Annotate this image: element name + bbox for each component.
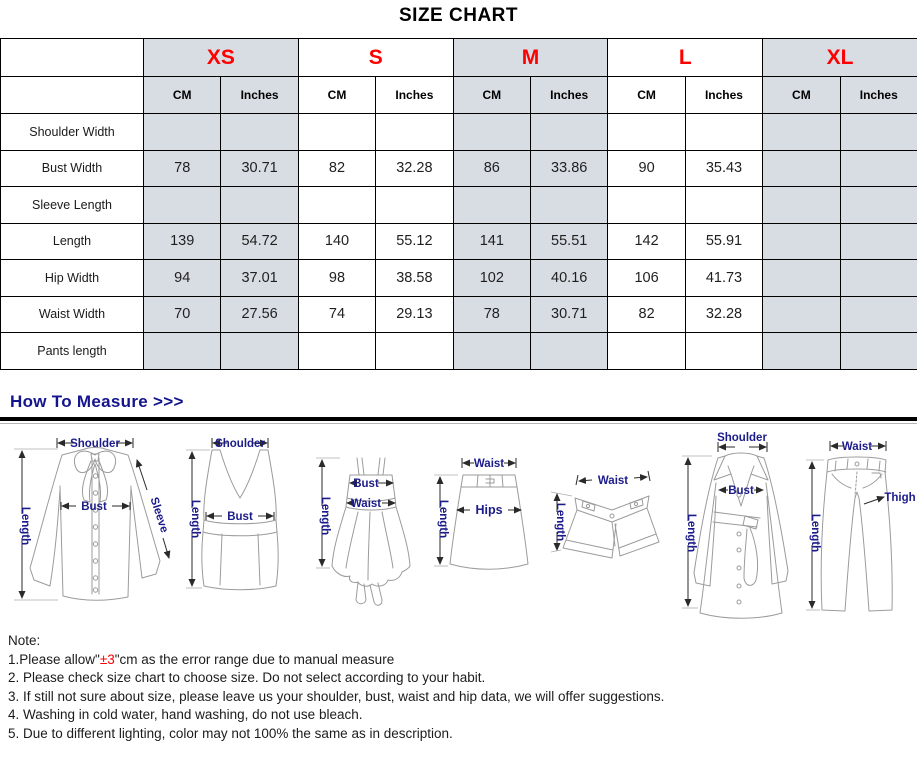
size-header-s: S bbox=[298, 39, 453, 77]
row-label: Shoulder Width bbox=[1, 114, 144, 151]
value-cell bbox=[144, 187, 221, 224]
value-cell bbox=[221, 114, 298, 151]
coat-length-label: Length bbox=[685, 513, 697, 553]
value-cell bbox=[840, 296, 917, 333]
row-label: Bust Width bbox=[1, 150, 144, 187]
pants-length-label: Length bbox=[809, 513, 821, 553]
value-cell: 98 bbox=[298, 260, 375, 297]
value-cell bbox=[763, 150, 840, 187]
unit-header-inches: Inches bbox=[685, 77, 762, 114]
size-chart-table bbox=[0, 38, 917, 370]
note-section bbox=[8, 632, 664, 744]
value-cell bbox=[763, 260, 840, 297]
value-cell bbox=[376, 114, 453, 151]
blouse-shoulder-label: Shoulder bbox=[70, 438, 120, 450]
dress-length-label: Length bbox=[319, 496, 331, 536]
dress-diagram bbox=[316, 458, 410, 605]
value-cell bbox=[685, 187, 762, 224]
value-cell: 70 bbox=[144, 296, 221, 333]
unit-header-inches: Inches bbox=[376, 77, 453, 114]
value-cell bbox=[840, 260, 917, 297]
value-cell: 78 bbox=[144, 150, 221, 187]
note-line-4: 4. Washing in cold water, hand washing, do not use bleach. bbox=[8, 707, 363, 723]
value-cell bbox=[763, 333, 840, 370]
dress-bust-label: Bust bbox=[353, 478, 379, 490]
value-cell bbox=[840, 187, 917, 224]
value-cell: 82 bbox=[608, 296, 685, 333]
row-label: Pants length bbox=[1, 333, 144, 370]
value-cell bbox=[608, 333, 685, 370]
note-line-2: 2. Please check size chart to choose size. Do not select according to your habit. bbox=[8, 670, 486, 686]
value-cell bbox=[840, 150, 917, 187]
value-cell bbox=[685, 114, 762, 151]
value-cell bbox=[530, 333, 607, 370]
row-label: Hip Width bbox=[1, 260, 144, 297]
unit-header-inches: Inches bbox=[530, 77, 607, 114]
unit-header-cm: CM bbox=[608, 77, 685, 114]
vest-diagram bbox=[186, 438, 278, 590]
value-cell bbox=[763, 187, 840, 224]
blouse-bust-label: Bust bbox=[81, 501, 107, 513]
size-header-xs: XS bbox=[144, 39, 299, 77]
unit-header-inches: Inches bbox=[221, 77, 298, 114]
vest-bust-label: Bust bbox=[227, 511, 253, 523]
measurement-row bbox=[1, 333, 917, 370]
value-cell: 32.28 bbox=[376, 150, 453, 187]
value-cell: 35.43 bbox=[685, 150, 762, 187]
how-to-measure-diagrams bbox=[0, 428, 917, 633]
size-header-m: M bbox=[453, 39, 608, 77]
value-cell bbox=[840, 114, 917, 151]
row-label: Waist Width bbox=[1, 296, 144, 333]
value-cell: 54.72 bbox=[221, 223, 298, 260]
note-line-5: 5. Due to different lighting, color may not 100% the same as in description. bbox=[8, 725, 453, 741]
value-cell bbox=[530, 114, 607, 151]
measurement-row bbox=[1, 187, 917, 224]
value-cell: 27.56 bbox=[221, 296, 298, 333]
unit-header-cm: CM bbox=[144, 77, 221, 114]
row-label: Sleeve Length bbox=[1, 187, 144, 224]
shorts-waist-label: Waist bbox=[597, 475, 629, 487]
value-cell bbox=[144, 114, 221, 151]
value-cell: 55.12 bbox=[376, 223, 453, 260]
value-cell: 140 bbox=[298, 223, 375, 260]
measurement-row bbox=[1, 296, 917, 333]
value-cell bbox=[298, 333, 375, 370]
value-cell: 55.51 bbox=[530, 223, 607, 260]
value-cell bbox=[763, 114, 840, 151]
size-header-l: L bbox=[608, 39, 763, 77]
value-cell: 106 bbox=[608, 260, 685, 297]
value-cell bbox=[298, 187, 375, 224]
measurement-row bbox=[1, 114, 917, 151]
skirt-hips-label: Hips bbox=[475, 503, 503, 517]
corner-cell bbox=[1, 39, 144, 77]
vest-shoulder-label: Shoulder bbox=[215, 438, 265, 450]
value-cell: 90 bbox=[608, 150, 685, 187]
coat-bust-label: Bust bbox=[728, 485, 754, 497]
tolerance-value: ±3 bbox=[99, 651, 115, 667]
divider-line bbox=[0, 417, 917, 421]
shorts-length-label: Length bbox=[554, 502, 566, 542]
value-cell bbox=[144, 333, 221, 370]
value-cell: 30.71 bbox=[530, 296, 607, 333]
value-cell: 41.73 bbox=[685, 260, 762, 297]
value-cell bbox=[763, 296, 840, 333]
value-cell: 74 bbox=[298, 296, 375, 333]
value-cell: 139 bbox=[144, 223, 221, 260]
value-cell bbox=[376, 187, 453, 224]
note-line-1: 1.Please allow"±3"cm as the error range due to manual measure bbox=[8, 651, 395, 667]
value-cell: 94 bbox=[144, 260, 221, 297]
pants-waist-label: Waist bbox=[841, 441, 873, 453]
skirt-length-label: Length bbox=[437, 499, 449, 539]
unit-header-cm: CM bbox=[453, 77, 530, 114]
skirt-diagram bbox=[434, 458, 528, 569]
value-cell bbox=[763, 223, 840, 260]
value-cell: 142 bbox=[608, 223, 685, 260]
value-cell bbox=[221, 333, 298, 370]
note-heading: Note: bbox=[8, 633, 41, 648]
value-cell: 37.01 bbox=[221, 260, 298, 297]
shorts-diagram bbox=[551, 471, 659, 558]
value-cell: 33.86 bbox=[530, 150, 607, 187]
unit-header-cm: CM bbox=[298, 77, 375, 114]
unit-header-inches: Inches bbox=[840, 77, 917, 114]
value-cell bbox=[608, 187, 685, 224]
unit-header-row bbox=[1, 77, 917, 114]
row-label: Length bbox=[1, 223, 144, 260]
value-cell bbox=[298, 114, 375, 151]
value-cell bbox=[840, 223, 917, 260]
coat-shoulder-label: Shoulder bbox=[717, 432, 767, 444]
value-cell: 40.16 bbox=[530, 260, 607, 297]
value-cell: 102 bbox=[453, 260, 530, 297]
value-cell: 29.13 bbox=[376, 296, 453, 333]
value-cell bbox=[685, 333, 762, 370]
how-to-measure-heading: How To Measure >>> bbox=[10, 392, 184, 411]
value-cell: 38.58 bbox=[376, 260, 453, 297]
size-header-xl: XL bbox=[763, 39, 917, 77]
skirt-waist-label: Waist bbox=[473, 458, 505, 470]
blouse-sleeve-label: Sleeve bbox=[147, 495, 171, 535]
size-header-row bbox=[1, 39, 917, 77]
value-cell: 141 bbox=[453, 223, 530, 260]
value-cell: 30.71 bbox=[221, 150, 298, 187]
value-cell bbox=[530, 187, 607, 224]
measurement-row bbox=[1, 223, 917, 260]
corner-cell bbox=[1, 77, 144, 114]
vest-length-label: Length bbox=[189, 499, 201, 539]
coat-diagram bbox=[682, 432, 788, 618]
measurement-row bbox=[1, 150, 917, 187]
page-title: SIZE CHART bbox=[399, 5, 518, 26]
unit-header-cm: CM bbox=[763, 77, 840, 114]
value-cell: 55.91 bbox=[685, 223, 762, 260]
value-cell bbox=[608, 114, 685, 151]
pants-thigh-label: Thigh bbox=[884, 492, 916, 504]
note-line-3: 3. If still not sure about size, please leave us your shoulder, bust, waist and hip data, we will offer suggestions. bbox=[8, 688, 665, 704]
dress-waist-label: Waist bbox=[350, 498, 382, 510]
value-cell: 86 bbox=[453, 150, 530, 187]
pants-diagram bbox=[806, 441, 916, 611]
value-cell: 32.28 bbox=[685, 296, 762, 333]
blouse-diagram bbox=[14, 438, 170, 600]
value-cell bbox=[840, 333, 917, 370]
value-cell: 78 bbox=[453, 296, 530, 333]
value-cell bbox=[221, 187, 298, 224]
value-cell bbox=[453, 187, 530, 224]
blouse-length-label: Length bbox=[19, 506, 31, 546]
value-cell bbox=[453, 114, 530, 151]
value-cell: 82 bbox=[298, 150, 375, 187]
value-cell bbox=[376, 333, 453, 370]
measurement-row bbox=[1, 260, 917, 297]
value-cell bbox=[453, 333, 530, 370]
